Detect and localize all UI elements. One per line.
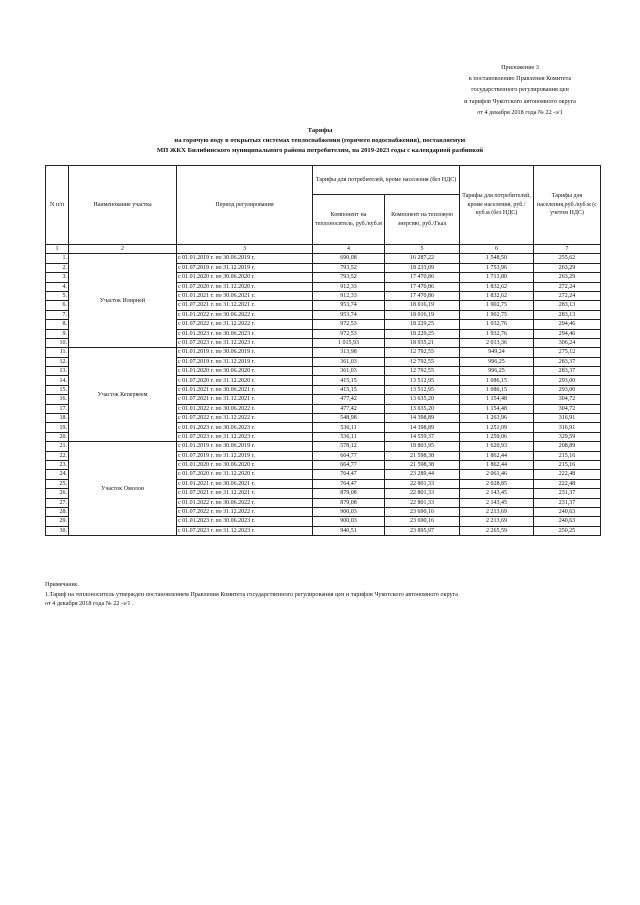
tariff-no-vat-cell: 2 143,45	[460, 498, 534, 507]
carrier-component-cell: 900,03	[313, 507, 385, 516]
tariff-with-vat-cell: 304,72	[534, 395, 601, 404]
energy-component-cell: 22 801,33	[385, 489, 460, 498]
tariff-with-vat-cell: 272,24	[534, 291, 601, 300]
energy-component-cell: 17 470,86	[385, 291, 460, 300]
appendix-line: к постановлению Правления Комитета	[468, 75, 572, 83]
tariff-no-vat-cell: 2 143,45	[460, 489, 534, 498]
row-number: 11.	[46, 348, 69, 357]
period-cell: с 01.01.2020 г. по 30.06.2020 г.	[177, 460, 313, 469]
row-number: 18.	[46, 414, 69, 423]
tariff-with-vat-cell: 231,37	[534, 489, 601, 498]
carrier-component-cell: 953,74	[313, 301, 385, 310]
row-number: 14.	[46, 376, 69, 385]
carrier-component-cell: 940,51	[313, 526, 385, 535]
tariff-no-vat-cell: 996,25	[460, 367, 534, 376]
appendix-line: от 4 декабря 2018 года № 22 -э/1	[477, 108, 563, 116]
row-number: 4.	[46, 282, 69, 291]
carrier-component-cell: 972,53	[313, 320, 385, 329]
energy-component-cell: 18 016,19	[385, 301, 460, 310]
energy-component-cell: 12 792,55	[385, 367, 460, 376]
title-line-3: МП ЖКХ Билибинского муниципального района потребителям, на 2019-2023 годы с календарной разбивкой	[156, 147, 484, 154]
period-cell: с 01.07.2023 г. по 31.12.2023 г.	[177, 526, 313, 535]
tariff-with-vat-cell: 222,48	[534, 479, 601, 488]
row-number: 21.	[46, 442, 69, 451]
tariff-no-vat-cell: 1 832,62	[460, 291, 534, 300]
energy-component-cell: 18 233,09	[385, 263, 460, 272]
appendix-line: Приложение 3	[501, 64, 539, 71]
energy-component-cell: 18 229,25	[385, 329, 460, 338]
period-cell: с 01.07.2021 г. по 31.12.2021 г.	[177, 489, 313, 498]
carrier-component-cell: 972,53	[313, 329, 385, 338]
tariff-no-vat-cell: 2 013,36	[460, 338, 534, 347]
row-number: 3.	[46, 273, 69, 282]
row-number: 10.	[46, 338, 69, 347]
tariff-with-vat-cell: 215,16	[534, 451, 601, 460]
column-number: 2	[69, 245, 177, 254]
tariff-no-vat-cell: 1 902,75	[460, 301, 534, 310]
table-row	[46, 348, 601, 357]
period-cell: с 01.01.2023 г. по 30.06.2023 г.	[177, 517, 313, 526]
period-cell: с 01.01.2019 г. по 30.06.2019 г.	[177, 254, 313, 263]
tariff-no-vat-cell: 1 832,62	[460, 282, 534, 291]
period-cell: с 01.01.2023 г. по 30.06.2023 г.	[177, 423, 313, 432]
tariff-no-vat-cell: 1 902,75	[460, 310, 534, 319]
note-line-2: от 4 декабря 2018 года № 22 -э/1 .	[45, 600, 134, 608]
tariff-with-vat-cell: 294,46	[534, 329, 601, 338]
tariff-no-vat-cell: 1 251,09	[460, 423, 534, 432]
header-pop-no-vat: Тарифы для потребителей, кроме населения, руб./куб.м (без НДС)	[460, 166, 534, 245]
header-pop-vat: Тарифы для населения,руб./куб.м (с учетом НДС)	[534, 166, 601, 245]
carrier-component-cell: 536,11	[313, 432, 385, 441]
row-number: 15.	[46, 385, 69, 394]
carrier-component-cell: 415,15	[313, 385, 385, 394]
period-cell: с 01.01.2023 г. по 30.06.2023 г.	[177, 329, 313, 338]
carrier-component-cell: 690,08	[313, 254, 385, 263]
tariff-with-vat-cell: 316,91	[534, 423, 601, 432]
tariff-with-vat-cell: 283,13	[534, 310, 601, 319]
energy-component-cell: 13 635,20	[385, 404, 460, 413]
carrier-component-cell: 477,42	[313, 404, 385, 413]
carrier-component-cell: 361,03	[313, 357, 385, 366]
table-header	[46, 166, 601, 245]
row-number: 9.	[46, 329, 69, 338]
row-number: 5.	[46, 291, 69, 300]
carrier-component-cell: 361,03	[313, 367, 385, 376]
header-energy: Компонент на тепловую энергию, руб./Гкал	[385, 195, 460, 245]
energy-component-cell: 18 016,19	[385, 310, 460, 319]
period-cell: с 01.01.2021 г. по 30.06.2021 г.	[177, 291, 313, 300]
row-number: 27.	[46, 498, 69, 507]
row-number: 24.	[46, 470, 69, 479]
tariff-with-vat-cell: 306,24	[534, 338, 601, 347]
row-number: 7.	[46, 310, 69, 319]
period-cell: с 01.07.2023 г. по 31.12.2023 г.	[177, 432, 313, 441]
carrier-component-cell: 879,08	[313, 489, 385, 498]
period-cell: с 01.01.2019 г. по 30.06.2019 г.	[177, 348, 313, 357]
column-number: 1	[46, 245, 69, 254]
energy-component-cell: 14 398,89	[385, 414, 460, 423]
energy-component-cell: 23 690,16	[385, 507, 460, 516]
row-number: 16.	[46, 395, 69, 404]
tariff-with-vat-cell: 250,25	[534, 526, 601, 535]
row-number: 28.	[46, 507, 69, 516]
carrier-component-cell: 578,12	[313, 442, 385, 451]
tariff-with-vat-cell: 222,48	[534, 470, 601, 479]
document-title	[40, 126, 600, 156]
tariff-no-vat-cell: 2 265,59	[460, 526, 534, 535]
carrier-component-cell: 1 015,93	[313, 338, 385, 347]
row-number: 19.	[46, 423, 69, 432]
row-number: 1.	[46, 254, 69, 263]
period-cell: с 01.01.2022 г. по 30.06.2022 г.	[177, 310, 313, 319]
energy-component-cell: 23 690,16	[385, 517, 460, 526]
tariff-no-vat-cell: 1 154,48	[460, 395, 534, 404]
tariff-no-vat-cell: 1 713,80	[460, 273, 534, 282]
period-cell: с 01.07.2019 г. по 31.12.2019 г.	[177, 357, 313, 366]
carrier-component-cell: 664,77	[313, 451, 385, 460]
period-cell: с 01.07.2022 г. по 31.12.2022 г.	[177, 414, 313, 423]
tariff-with-vat-cell: 215,16	[534, 460, 601, 469]
carrier-component-cell: 793,52	[313, 273, 385, 282]
row-number: 8.	[46, 320, 69, 329]
energy-component-cell: 17 470,86	[385, 273, 460, 282]
note-section	[45, 580, 615, 609]
row-number: 23.	[46, 460, 69, 469]
tariff-no-vat-cell: 1 548,50	[460, 254, 534, 263]
tariff-with-vat-cell: 255,62	[534, 254, 601, 263]
header-carrier: Компонент на теплоноситель, руб./куб.м	[313, 195, 385, 245]
tariff-no-vat-cell: 2 213,69	[460, 507, 534, 516]
carrier-component-cell: 764,47	[313, 479, 385, 488]
note-label: Примечание.	[45, 581, 80, 588]
period-cell: с 01.01.2022 г. по 30.06.2022 г.	[177, 498, 313, 507]
column-number: 4	[313, 245, 385, 254]
tariff-with-vat-cell: 294,46	[534, 320, 601, 329]
site-name: Участок Илирней	[69, 254, 177, 348]
energy-component-cell: 12 792,55	[385, 357, 460, 366]
energy-component-cell: 13 635,20	[385, 395, 460, 404]
row-number: 17.	[46, 404, 69, 413]
tariff-no-vat-cell: 1 086,15	[460, 376, 534, 385]
period-cell: с 01.07.2020 г. по 31.12.2020 г.	[177, 470, 313, 479]
tariff-no-vat-cell: 1 753,96	[460, 263, 534, 272]
carrier-component-cell: 415,15	[313, 376, 385, 385]
carrier-component-cell: 900,03	[313, 517, 385, 526]
site-name: Участок Омолон	[69, 442, 177, 536]
row-number: 22.	[46, 451, 69, 460]
period-cell: с 01.07.2022 г. по 31.12.2022 г.	[177, 507, 313, 516]
tariff-no-vat-cell: 1 932,76	[460, 329, 534, 338]
energy-component-cell: 21 598,38	[385, 460, 460, 469]
column-number-row	[46, 245, 601, 254]
tariff-with-vat-cell: 208,89	[534, 442, 601, 451]
energy-component-cell: 17 470,86	[385, 282, 460, 291]
note-line-1: 1.Тариф на теплоноситель утвержден постановлением Правления Комитета государственного регулирования цен и тарифов Чукотского автономного округа	[45, 590, 458, 598]
energy-component-cell: 14 398,89	[385, 423, 460, 432]
header-period: Период регулирования	[177, 166, 313, 245]
period-cell: с 01.07.2019 г. по 31.12.2019 г.	[177, 451, 313, 460]
carrier-component-cell: 879,08	[313, 498, 385, 507]
period-cell: с 01.07.2023 г. по 31.12.2023 г.	[177, 338, 313, 347]
title-line-1: Тарифы	[307, 127, 333, 134]
tariff-no-vat-cell: 2 213,69	[460, 517, 534, 526]
tariff-with-vat-cell: 231,37	[534, 498, 601, 507]
tariff-with-vat-cell: 263,29	[534, 263, 601, 272]
tariff-no-vat-cell: 1 259,06	[460, 432, 534, 441]
energy-component-cell: 18 935,21	[385, 338, 460, 347]
site-name: Участок Кепервеем	[69, 348, 177, 442]
tariff-no-vat-cell: 1 862,44	[460, 460, 534, 469]
period-cell: с 01.01.2020 г. по 30.06.2020 г.	[177, 273, 313, 282]
period-cell: с 01.07.2020 г. по 31.12.2020 г.	[177, 376, 313, 385]
tariff-with-vat-cell: 329,59	[534, 432, 601, 441]
tariff-no-vat-cell: 1 154,48	[460, 404, 534, 413]
tariff-no-vat-cell: 1 086,15	[460, 385, 534, 394]
tariff-with-vat-cell: 293,00	[534, 385, 601, 394]
table-body	[46, 245, 601, 536]
period-cell: с 01.07.2020 г. по 31.12.2020 г.	[177, 282, 313, 291]
carrier-component-cell: 793,52	[313, 263, 385, 272]
tariff-no-vat-cell: 996,25	[460, 357, 534, 366]
tariff-with-vat-cell: 293,00	[534, 376, 601, 385]
row-number: 30.	[46, 526, 69, 535]
appendix-line: государственного регулирования цен	[471, 86, 569, 94]
row-number: 20.	[46, 432, 69, 441]
tariff-with-vat-cell: 240,63	[534, 517, 601, 526]
row-number: 12.	[46, 357, 69, 366]
energy-component-cell: 18 229,25	[385, 320, 460, 329]
energy-component-cell: 22 801,33	[385, 498, 460, 507]
carrier-component-cell: 536,11	[313, 423, 385, 432]
tariff-with-vat-cell: 263,29	[534, 273, 601, 282]
row-number: 26.	[46, 489, 69, 498]
header-site: Наименование участка	[69, 166, 177, 245]
tariff-no-vat-cell: 949,24	[460, 348, 534, 357]
energy-component-cell: 23 289,44	[385, 470, 460, 479]
energy-component-cell: 21 598,38	[385, 451, 460, 460]
carrier-component-cell: 764,47	[313, 470, 385, 479]
tariff-no-vat-cell: 1 620,93	[460, 442, 534, 451]
tariff-with-vat-cell: 275,12	[534, 348, 601, 357]
table-row	[46, 442, 601, 451]
tariff-no-vat-cell: 1 932,76	[460, 320, 534, 329]
appendix-line: и тарифов Чукотского автономного округа	[464, 97, 576, 105]
period-cell: с 01.01.2021 г. по 30.06.2021 г.	[177, 479, 313, 488]
carrier-component-cell: 548,98	[313, 414, 385, 423]
energy-component-cell: 14 559,37	[385, 432, 460, 441]
tariff-no-vat-cell: 2 028,85	[460, 479, 534, 488]
column-number: 7	[534, 245, 601, 254]
tariff-with-vat-cell: 272,24	[534, 282, 601, 291]
energy-component-cell: 23 895,97	[385, 526, 460, 535]
period-cell: с 01.01.2019 г. по 30.06.2019 г.	[177, 442, 313, 451]
carrier-component-cell: 912,33	[313, 282, 385, 291]
column-number: 5	[385, 245, 460, 254]
period-cell: с 01.01.2020 г. по 30.06.2020 г.	[177, 367, 313, 376]
period-cell: с 01.01.2022 г. по 30.06.2022 г.	[177, 404, 313, 413]
period-cell: с 01.01.2021 г. по 30.06.2021 г.	[177, 385, 313, 394]
title-line-2: на горячую воду в открытых системах теплоснабжения (горячего водоснабжения), поставляемую	[174, 137, 466, 144]
tariff-with-vat-cell: 283,37	[534, 367, 601, 376]
tariff-no-vat-cell: 1 862,44	[460, 451, 534, 460]
row-number: 29.	[46, 517, 69, 526]
energy-component-cell: 13 512,95	[385, 376, 460, 385]
column-number: 3	[177, 245, 313, 254]
column-number: 6	[460, 245, 534, 254]
period-cell: с 01.07.2021 г. по 31.12.2021 г.	[177, 301, 313, 310]
tariff-no-vat-cell: 1 263,96	[460, 414, 534, 423]
carrier-component-cell: 953,74	[313, 310, 385, 319]
carrier-component-cell: 313,98	[313, 348, 385, 357]
energy-component-cell: 18 803,95	[385, 442, 460, 451]
carrier-component-cell: 477,42	[313, 395, 385, 404]
row-number: 2.	[46, 263, 69, 272]
period-cell: с 01.07.2021 г. по 31.12.2021 г.	[177, 395, 313, 404]
tariff-table	[45, 165, 601, 536]
period-cell: с 01.07.2019 г. по 31.12.2019 г.	[177, 263, 313, 272]
energy-component-cell: 16 287,22	[385, 254, 460, 263]
carrier-component-cell: 664,77	[313, 460, 385, 469]
tariff-with-vat-cell: 304,72	[534, 404, 601, 413]
row-number: 25.	[46, 479, 69, 488]
appendix-header	[420, 62, 620, 118]
tariff-with-vat-cell: 316,91	[534, 414, 601, 423]
row-number: 6.	[46, 301, 69, 310]
row-number: 13.	[46, 367, 69, 376]
tariff-no-vat-cell: 2 061,46	[460, 470, 534, 479]
header-num: N п/п	[46, 166, 69, 245]
tariff-with-vat-cell: 240,63	[534, 507, 601, 516]
energy-component-cell: 12 792,55	[385, 348, 460, 357]
header-tariffs-no-vat: Тарифы для потребителей, кроме населения (без НДС)	[313, 166, 460, 195]
carrier-component-cell: 912,33	[313, 291, 385, 300]
period-cell: с 01.07.2022 г. по 31.12.2022 г.	[177, 320, 313, 329]
table-row	[46, 254, 601, 263]
tariff-with-vat-cell: 283,13	[534, 301, 601, 310]
tariff-with-vat-cell: 283,37	[534, 357, 601, 366]
energy-component-cell: 22 801,33	[385, 479, 460, 488]
energy-component-cell: 13 512,95	[385, 385, 460, 394]
